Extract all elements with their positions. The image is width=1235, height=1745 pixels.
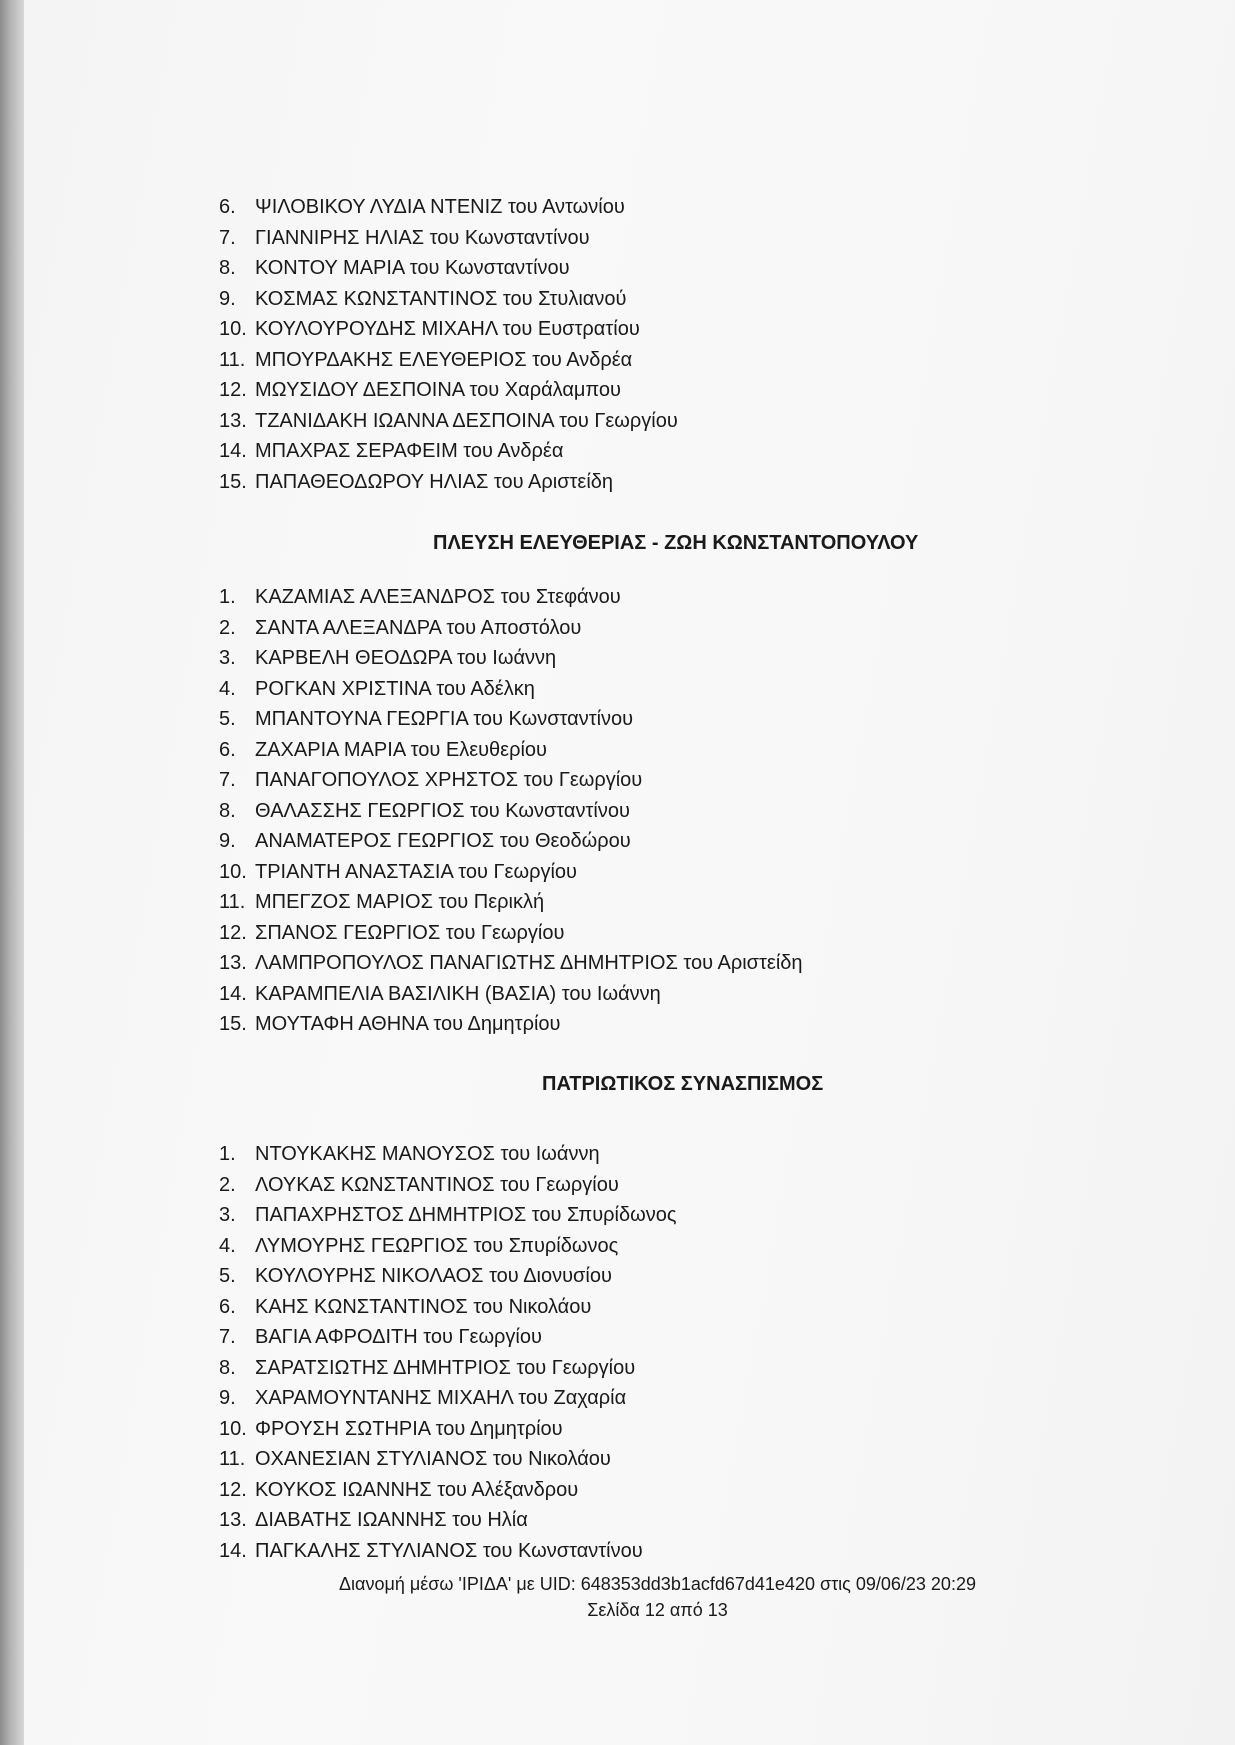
list-item-number: 11. <box>219 348 246 371</box>
scan-shadow-edge <box>0 0 26 1745</box>
list-item <box>219 1200 676 1231</box>
list-item-number: 6. <box>219 196 236 218</box>
list-item-name: ΝΤΟΥΚΑΚΗΣ ΜΑΝΟΥΣΟΣ του Ιωάννη <box>255 1143 600 1165</box>
list-item-name: ΡΟΓΚΑΝ ΧΡΙΣΤΙΝΑ του Αδέλκη <box>255 677 535 700</box>
list-item-number: 3. <box>219 647 236 669</box>
list-item-number: 14. <box>219 982 247 1005</box>
list-item-name: ΣΠΑΝΟΣ ΓΕΩΡΓΙΟΣ του Γεωργίου <box>255 921 565 944</box>
candidate-list-continued <box>219 192 678 497</box>
list-item <box>219 1139 676 1170</box>
list-item-name: ΚΑΖΑΜΙΑΣ ΑΛΕΞΑΝΔΡΟΣ του Στεφάνου <box>255 586 621 608</box>
list-item-number: 1. <box>219 586 236 608</box>
list-item-number: 7. <box>219 1326 236 1348</box>
list-item <box>219 284 678 315</box>
list-item-name: ΣΑΡΑΤΣΙΩΤΗΣ ΔΗΜΗΤΡΙΟΣ του Γεωργίου <box>255 1356 636 1379</box>
list-item-number: 2. <box>219 616 236 639</box>
list-item <box>219 314 678 345</box>
list-item <box>219 826 803 857</box>
list-item <box>219 223 678 254</box>
list-item-name: ΜΠΟΥΡΔΑΚΗΣ ΕΛΕΥΘΕΡΙΟΣ του Ανδρέα <box>255 348 633 371</box>
list-item <box>219 948 803 979</box>
list-item-name: ΓΙΑΝΝΙΡΗΣ ΗΛΙΑΣ του Κωνσταντίνου <box>255 226 590 249</box>
list-item-number: 10. <box>219 1417 247 1440</box>
list-item-name: ΟΧΑΝΕΣΙΑΝ ΣΤΥΛΙΑΝΟΣ του Νικολάου <box>255 1448 611 1470</box>
list-item-name: ΤΖΑΝΙΔΑΚΗ ΙΩΑΝΝΑ ΔΕΣΠΟΙΝΑ του Γεωργίου <box>255 409 678 432</box>
list-item-number: 6. <box>219 1295 236 1318</box>
list-item <box>219 1536 676 1567</box>
list-item-number: 6. <box>219 738 236 761</box>
list-item <box>219 1505 676 1536</box>
list-item <box>219 1414 676 1445</box>
list-item <box>219 192 678 223</box>
list-item-name: ΜΠΑΧΡΑΣ ΣΕΡΑΦΕΙΜ του Ανδρέα <box>255 440 564 462</box>
list-item-number: 4. <box>219 1234 236 1257</box>
list-item <box>219 1009 803 1040</box>
list-item-name: ΛΟΥΚΑΣ ΚΩΝΣΤΑΝΤΙΝΟΣ του Γεωργίου <box>255 1173 619 1196</box>
list-item <box>219 436 678 467</box>
list-item-name: ΖΑΧΑΡΙΑ ΜΑΡΙΑ του Ελευθερίου <box>255 738 547 761</box>
list-item <box>219 857 803 888</box>
list-item-number: 1. <box>219 1143 236 1165</box>
list-item-name: ΚΑΡΒΕΛΗ ΘΕΟΔΩΡΑ του Ιωάννη <box>255 647 557 669</box>
list-item <box>219 887 803 918</box>
list-item-name: ΧΑΡΑΜΟΥΝΤΑΝΗΣ ΜΙΧΑΗΛ του Ζαχαρία <box>255 1387 627 1409</box>
list-item-number: 11. <box>219 891 246 913</box>
list-item <box>219 979 803 1010</box>
list-item-name: ΤΡΙΑΝΤΗ ΑΝΑΣΤΑΣΙΑ του Γεωργίου <box>255 860 577 883</box>
list-item-number: 5. <box>219 1265 236 1287</box>
list-item-number: 13. <box>219 409 247 432</box>
list-item-name: ΣΑΝΤΑ ΑΛΕΞΑΝΔΡΑ του Αποστόλου <box>255 616 582 639</box>
list-item <box>219 1170 676 1201</box>
list-item-name: ΚΑΗΣ ΚΩΝΣΤΑΝΤΙΝΟΣ του Νικολάου <box>255 1295 592 1318</box>
list-item <box>219 582 803 613</box>
list-item-name: ΚΟΥΛΟΥΡΟΥΔΗΣ ΜΙΧΑΗΛ του Ευστρατίου <box>255 318 640 340</box>
list-item-number: 9. <box>219 287 236 310</box>
list-item-number: 9. <box>219 830 236 852</box>
list-item <box>219 1353 676 1384</box>
list-item-number: 7. <box>219 226 236 249</box>
list-item-number: 8. <box>219 1356 236 1379</box>
list-item <box>219 918 803 949</box>
list-item-name: ΠΑΝΑΓΟΠΟΥΛΟΣ ΧΡΗΣΤΟΣ του Γεωργίου <box>255 769 643 791</box>
party-heading-patriotikos-synaspismos: ΠΑΤΡΙΩΤΙΚΟΣ ΣΥΝΑΣΠΙΣΜΟΣ <box>542 1073 824 1095</box>
list-item <box>219 796 803 827</box>
list-item-name: ΔΙΑΒΑΤΗΣ ΙΩΑΝΝΗΣ του Ηλία <box>255 1509 528 1531</box>
list-item-name: ΜΟΥΤΑΦΗ ΑΘΗΝΑ του Δημητρίου <box>255 1013 561 1035</box>
list-item-name: ΚΟΝΤΟΥ ΜΑΡΙΑ του Κωνσταντίνου <box>255 257 570 279</box>
list-item <box>219 1444 676 1475</box>
list-item-name: ΘΑΛΑΣΣΗΣ ΓΕΩΡΓΙΟΣ του Κωνσταντίνου <box>255 799 630 822</box>
list-item <box>219 704 803 735</box>
list-item-number: 10. <box>219 860 247 883</box>
candidate-list-patriotikos-synaspismos <box>219 1139 676 1566</box>
list-item-name: ΨΙΛΟΒΙΚΟΥ ΛΥΔΙΑ ΝΤΕΝΙΖ του Αντωνίου <box>255 196 625 218</box>
list-item-number: 14. <box>219 1539 247 1562</box>
candidate-list-plefsi-eleftherias <box>219 582 803 1040</box>
list-item-number: 8. <box>219 799 236 822</box>
list-item <box>219 1322 676 1353</box>
list-item <box>219 613 803 644</box>
list-item-name: ΜΩΥΣΙΔΟΥ ΔΕΣΠΟΙΝΑ του Χαράλαμπου <box>255 379 621 401</box>
list-item-name: ΠΑΠΑΘΕΟΔΩΡΟΥ ΗΛΙΑΣ του Αριστείδη <box>255 470 614 493</box>
list-item-number: 12. <box>219 921 247 944</box>
list-item-name: ΚΟΥΛΟΥΡΗΣ ΝΙΚΟΛΑΟΣ του Διονυσίου <box>255 1265 612 1287</box>
list-item-number: 2. <box>219 1173 236 1196</box>
list-item-number: 15. <box>219 470 247 493</box>
list-item-number: 4. <box>219 677 236 700</box>
list-item <box>219 1231 676 1262</box>
list-item-name: ΛΑΜΠΡΟΠΟΥΛΟΣ ΠΑΝΑΓΙΩΤΗΣ ΔΗΜΗΤΡΙΟΣ του Αριστείδη <box>255 952 803 974</box>
list-item <box>219 375 678 406</box>
list-item <box>219 253 678 284</box>
list-item-number: 11. <box>219 1448 246 1470</box>
list-item-number: 8. <box>219 257 236 279</box>
list-item-name: ΠΑΓΚΑΛΗΣ ΣΤΥΛΙΑΝΟΣ του Κωνσταντίνου <box>255 1539 643 1562</box>
list-item-number: 13. <box>219 952 247 974</box>
footer-page-number: Σελίδα 12 από 13 <box>587 1600 728 1620</box>
list-item <box>219 674 803 705</box>
list-item-number: 13. <box>219 1509 247 1531</box>
document-page <box>24 0 1235 1745</box>
list-item-name: ΠΑΠΑΧΡΗΣΤΟΣ ΔΗΜΗΤΡΙΟΣ του Σπυρίδωνος <box>255 1204 677 1226</box>
list-item-number: 5. <box>219 708 236 730</box>
list-item-number: 3. <box>219 1204 236 1226</box>
list-item-number: 12. <box>219 1478 247 1501</box>
list-item-name: ΜΠΑΝΤΟΥΝΑ ΓΕΩΡΓΙΑ του Κωνσταντίνου <box>255 708 634 730</box>
list-item <box>219 345 678 376</box>
list-item <box>219 643 803 674</box>
list-item <box>219 1261 676 1292</box>
list-item-name: ΛΥΜΟΥΡΗΣ ΓΕΩΡΓΙΟΣ του Σπυρίδωνος <box>255 1234 619 1257</box>
list-item <box>219 1383 676 1414</box>
list-item-name: ΚΟΥΚΟΣ ΙΩΑΝΝΗΣ του Αλέξανδρου <box>255 1478 579 1501</box>
list-item-name: ΚΟΣΜΑΣ ΚΩΝΣΤΑΝΤΙΝΟΣ του Στυλιανού <box>255 287 627 310</box>
list-item <box>219 1292 676 1323</box>
list-item-number: 10. <box>219 318 247 340</box>
list-item-name: ΜΠΕΓΖΟΣ ΜΑΡΙΟΣ του Περικλή <box>255 891 545 913</box>
list-item-number: 15. <box>219 1013 247 1035</box>
list-item-name: ΦΡΟΥΣΗ ΣΩΤΗΡΙΑ του Δημητρίου <box>255 1417 563 1440</box>
list-item-name: ΑΝΑΜΑΤΕΡΟΣ ΓΕΩΡΓΙΟΣ του Θεοδώρου <box>255 830 631 852</box>
list-item-name: ΚΑΡΑΜΠΕΛΙΑ ΒΑΣΙΛΙΚΗ (ΒΑΣΙΑ) του Ιωάννη <box>255 982 661 1005</box>
list-item <box>219 1475 676 1506</box>
list-item-number: 7. <box>219 769 236 791</box>
list-item <box>219 467 678 498</box>
footer-distribution-info: Διανομή μέσω 'ΙΡΙΔΑ' με UID: 648353dd3b1acfd67d41e420 στις 09/06/23 20:29 <box>339 1574 976 1594</box>
list-item <box>219 765 803 796</box>
list-item-number: 14. <box>219 440 247 462</box>
list-item <box>219 406 678 437</box>
list-item <box>219 735 803 766</box>
list-item-number: 9. <box>219 1387 236 1409</box>
list-item-name: ΒΑΓΙΑ ΑΦΡΟΔΙΤΗ του Γεωργίου <box>255 1326 542 1348</box>
list-item-number: 12. <box>219 379 247 401</box>
party-heading-plefsi-eleftherias: ΠΛΕΥΣΗ ΕΛΕΥΘΕΡΙΑΣ - ΖΩΗ ΚΩΝΣΤΑΝΤΟΠΟΥΛΟΥ <box>433 532 919 554</box>
